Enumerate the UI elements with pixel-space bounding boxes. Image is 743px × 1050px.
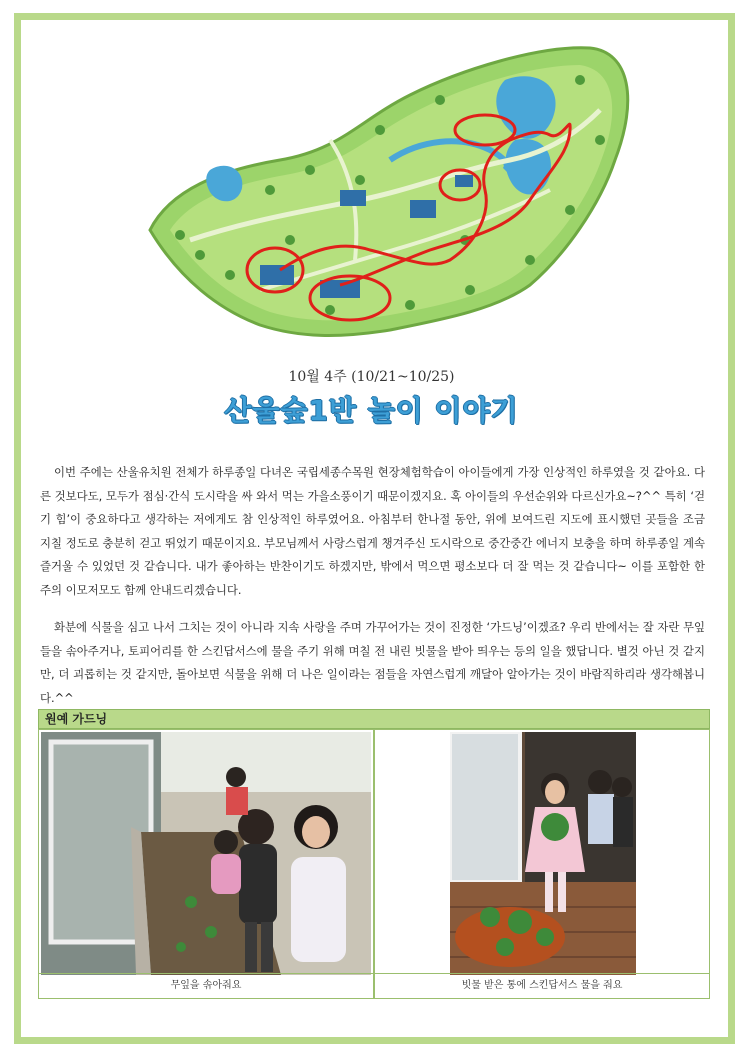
page-title: 산울숲1반 놀이 이야기: [224, 394, 519, 427]
photo-caption: 빗물 받은 통에 스킨답서스 물을 줘요: [375, 973, 709, 998]
paragraph-gardening: 화분에 식물을 심고 나서 그치는 것이 아니라 지속 사랑을 주며 가꾸어가는 것이 진정한 ‘가드닝’이겠죠? 우리 반에서는 잘 자란 무잎들을 솎아주거나, 토피어리를 한 스킨답서스에 물을 주기 위해 며칠 전 내린 빗물을 받아 띄우는 등의 일을 했답니다. 별것 아닌 것 같지만, 더 괴롭히는 것 같지만, 돌아보면 식물을 위해 더 나은 일이라는 점들을 자연스럽게 깨달아 알아가는 것이 바람직하리라 생각해봅니다.^^: [40, 620, 705, 705]
arboretum-map: [110, 40, 640, 345]
photo-children-watering-plant: [450, 732, 636, 975]
section-title: 원예 가드닝: [38, 709, 710, 729]
week-label: 10월 4주 (10/21~10/25): [288, 369, 455, 385]
photo-caption: 무잎을 솎아줘요: [39, 973, 373, 998]
photo-children-thinning-radish: [41, 732, 371, 975]
photo-card: [38, 729, 374, 999]
paragraph-intro: 이번 주에는 산울유치원 전체가 하루종일 다녀온 국립세종수목원 현장체험학습이 아이들에게 가장 인상적인 하루였을 것 같아요. 다른 것보다도, 모두가 점심·간식 도시락을 싸 와서 먹는 가을소풍이기 때문이겠지요. 혹 아이들의 우선순위와 다르신가요~?^^ 특히 ‘걷기 힘’이 중요하다고 생각하는 저에게도 참 인상적인 하루였어요. 아침부터 한나절 동안, 위에 보여드린 지도에 표시했던 곳들을 조금 지칠 정도로 충분히 걷고 뛰었기 때문이지요. 부모님께서 사랑스럽게 챙겨주신 도시락으로 중간중간 에너지 보충을 하며 하루종일 계속 즐거울 수 있었던 것 같습니다. 내가 좋아하는 반찬이기도 하겠지만, 밖에서 먹으면 평소보다 더 잘 먹는 것 같습니다~ 이를 포함한 한 주의 이모저모도 함께 안내드리겠습니다.: [40, 465, 705, 597]
photo-card: [374, 729, 710, 999]
